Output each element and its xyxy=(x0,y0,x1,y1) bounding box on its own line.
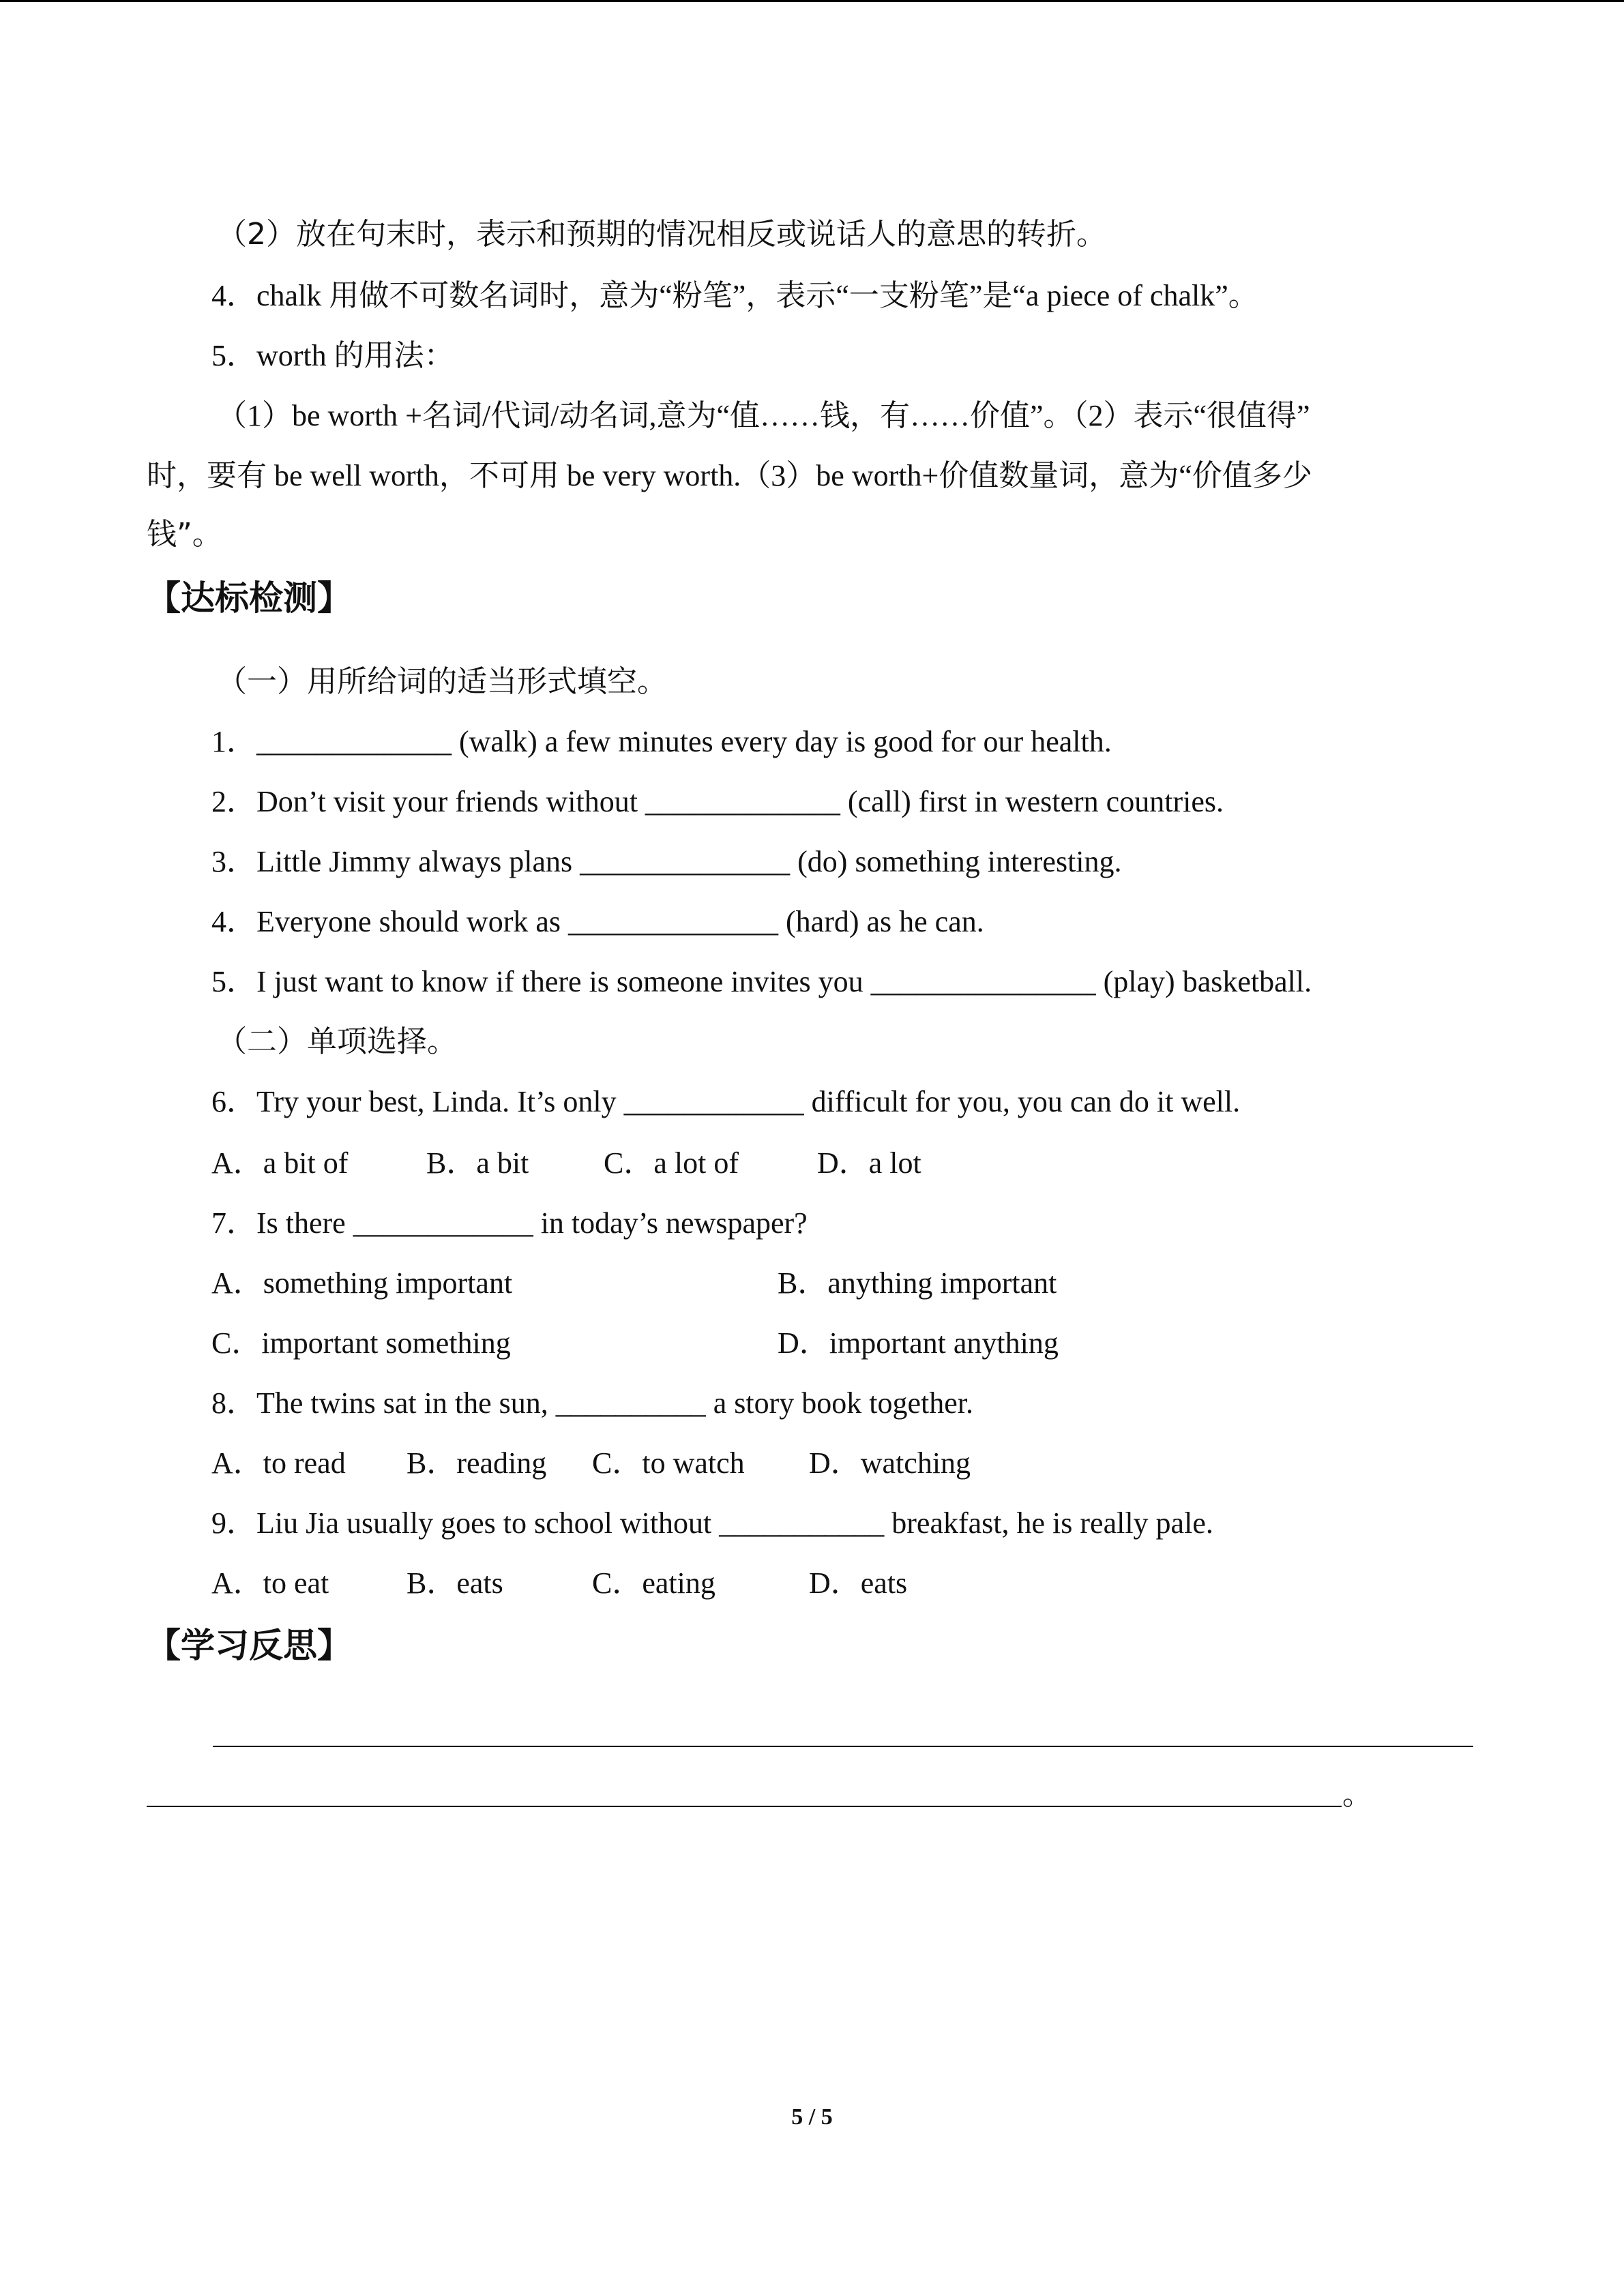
q9-option-c: C．eating xyxy=(592,1566,715,1600)
reflection-answer-line-1[interactable] xyxy=(213,1746,1473,1747)
question-7: 7．Is there ____________ in today’s newspaper? xyxy=(211,1206,808,1240)
q8-option-b: B．reading xyxy=(407,1446,547,1480)
note-4: 4．chalk 用做不可数名词时，意为“粉笔”，表示“一支粉笔”是“a piece of chalk”。 xyxy=(211,279,1258,312)
q8-option-c: C．to watch xyxy=(592,1446,745,1480)
q7-option-c: C．important something xyxy=(211,1326,511,1360)
note-3-2: （2）放在句末时，表示和预期的情况相反或说话人的意思的转折。 xyxy=(217,217,1106,252)
q8-option-a: A．to read xyxy=(211,1446,346,1480)
q9-option-a: A．to eat xyxy=(211,1566,329,1600)
question-4: 4．Everyone should work as ______________ (hard) as he can. xyxy=(211,905,984,938)
question-3: 3．Little Jimmy always plans ______________ (do) something interesting. xyxy=(211,845,1122,878)
q7-option-b: B．anything important xyxy=(778,1266,1057,1300)
note-5-line-a: （1）be worth +名词/代词/动名词,意为“值……钱，有……价值”。（2）表示“很值得” xyxy=(217,399,1310,432)
question-9: 9．Liu Jia usually goes to school without ___________ breakfast, he is really pale. xyxy=(211,1506,1213,1540)
page-number: 5 / 5 xyxy=(791,2104,833,2130)
q7-option-a: A．something important xyxy=(211,1266,513,1300)
part2-title: （二）单项选择。 xyxy=(217,1024,457,1059)
part1-title: （一）用所给词的适当形式填空。 xyxy=(217,664,667,699)
q7-option-d: D．important anything xyxy=(778,1326,1059,1360)
question-2: 2．Don’t visit your friends without _____________ (call) first in western countries. xyxy=(211,785,1224,818)
reflection-end-mark: 。 xyxy=(1342,1777,1372,1812)
question-8: 8．The twins sat in the sun, __________ a story book together. xyxy=(211,1386,973,1420)
q6-option-d: D．a lot xyxy=(817,1146,921,1180)
page-top-border xyxy=(0,0,1624,2)
section-heading-test: 【达标检测】 xyxy=(147,578,351,618)
section-heading-reflection: 【学习反思】 xyxy=(147,1626,351,1665)
note-5-line-b: 时，要有 be well worth，不可用 be very worth.（3）be worth+价值数量词，意为“价值多少 xyxy=(147,459,1312,492)
question-5: 5．I just want to know if there is someone invites you _______________ (play) basketball. xyxy=(211,965,1312,998)
question-6: 6．Try your best, Linda. It’s only ____________ difficult for you, you can do it well. xyxy=(211,1085,1241,1118)
q6-option-c: C．a lot of xyxy=(604,1146,739,1180)
q9-option-b: B．eats xyxy=(407,1566,503,1600)
note-5: 5．worth 的用法： xyxy=(211,339,454,372)
q6-option-a: A．a bit of xyxy=(211,1146,349,1180)
reflection-answer-line-2[interactable] xyxy=(147,1806,1342,1807)
q9-option-d: D．eats xyxy=(809,1566,908,1600)
q8-option-d: D．watching xyxy=(809,1446,971,1480)
note-5-line-c: 钱”。 xyxy=(147,517,222,552)
q6-option-b: B．a bit xyxy=(426,1146,529,1180)
question-1: 1．_____________ (walk) a few minutes every day is good for our health. xyxy=(211,725,1112,758)
